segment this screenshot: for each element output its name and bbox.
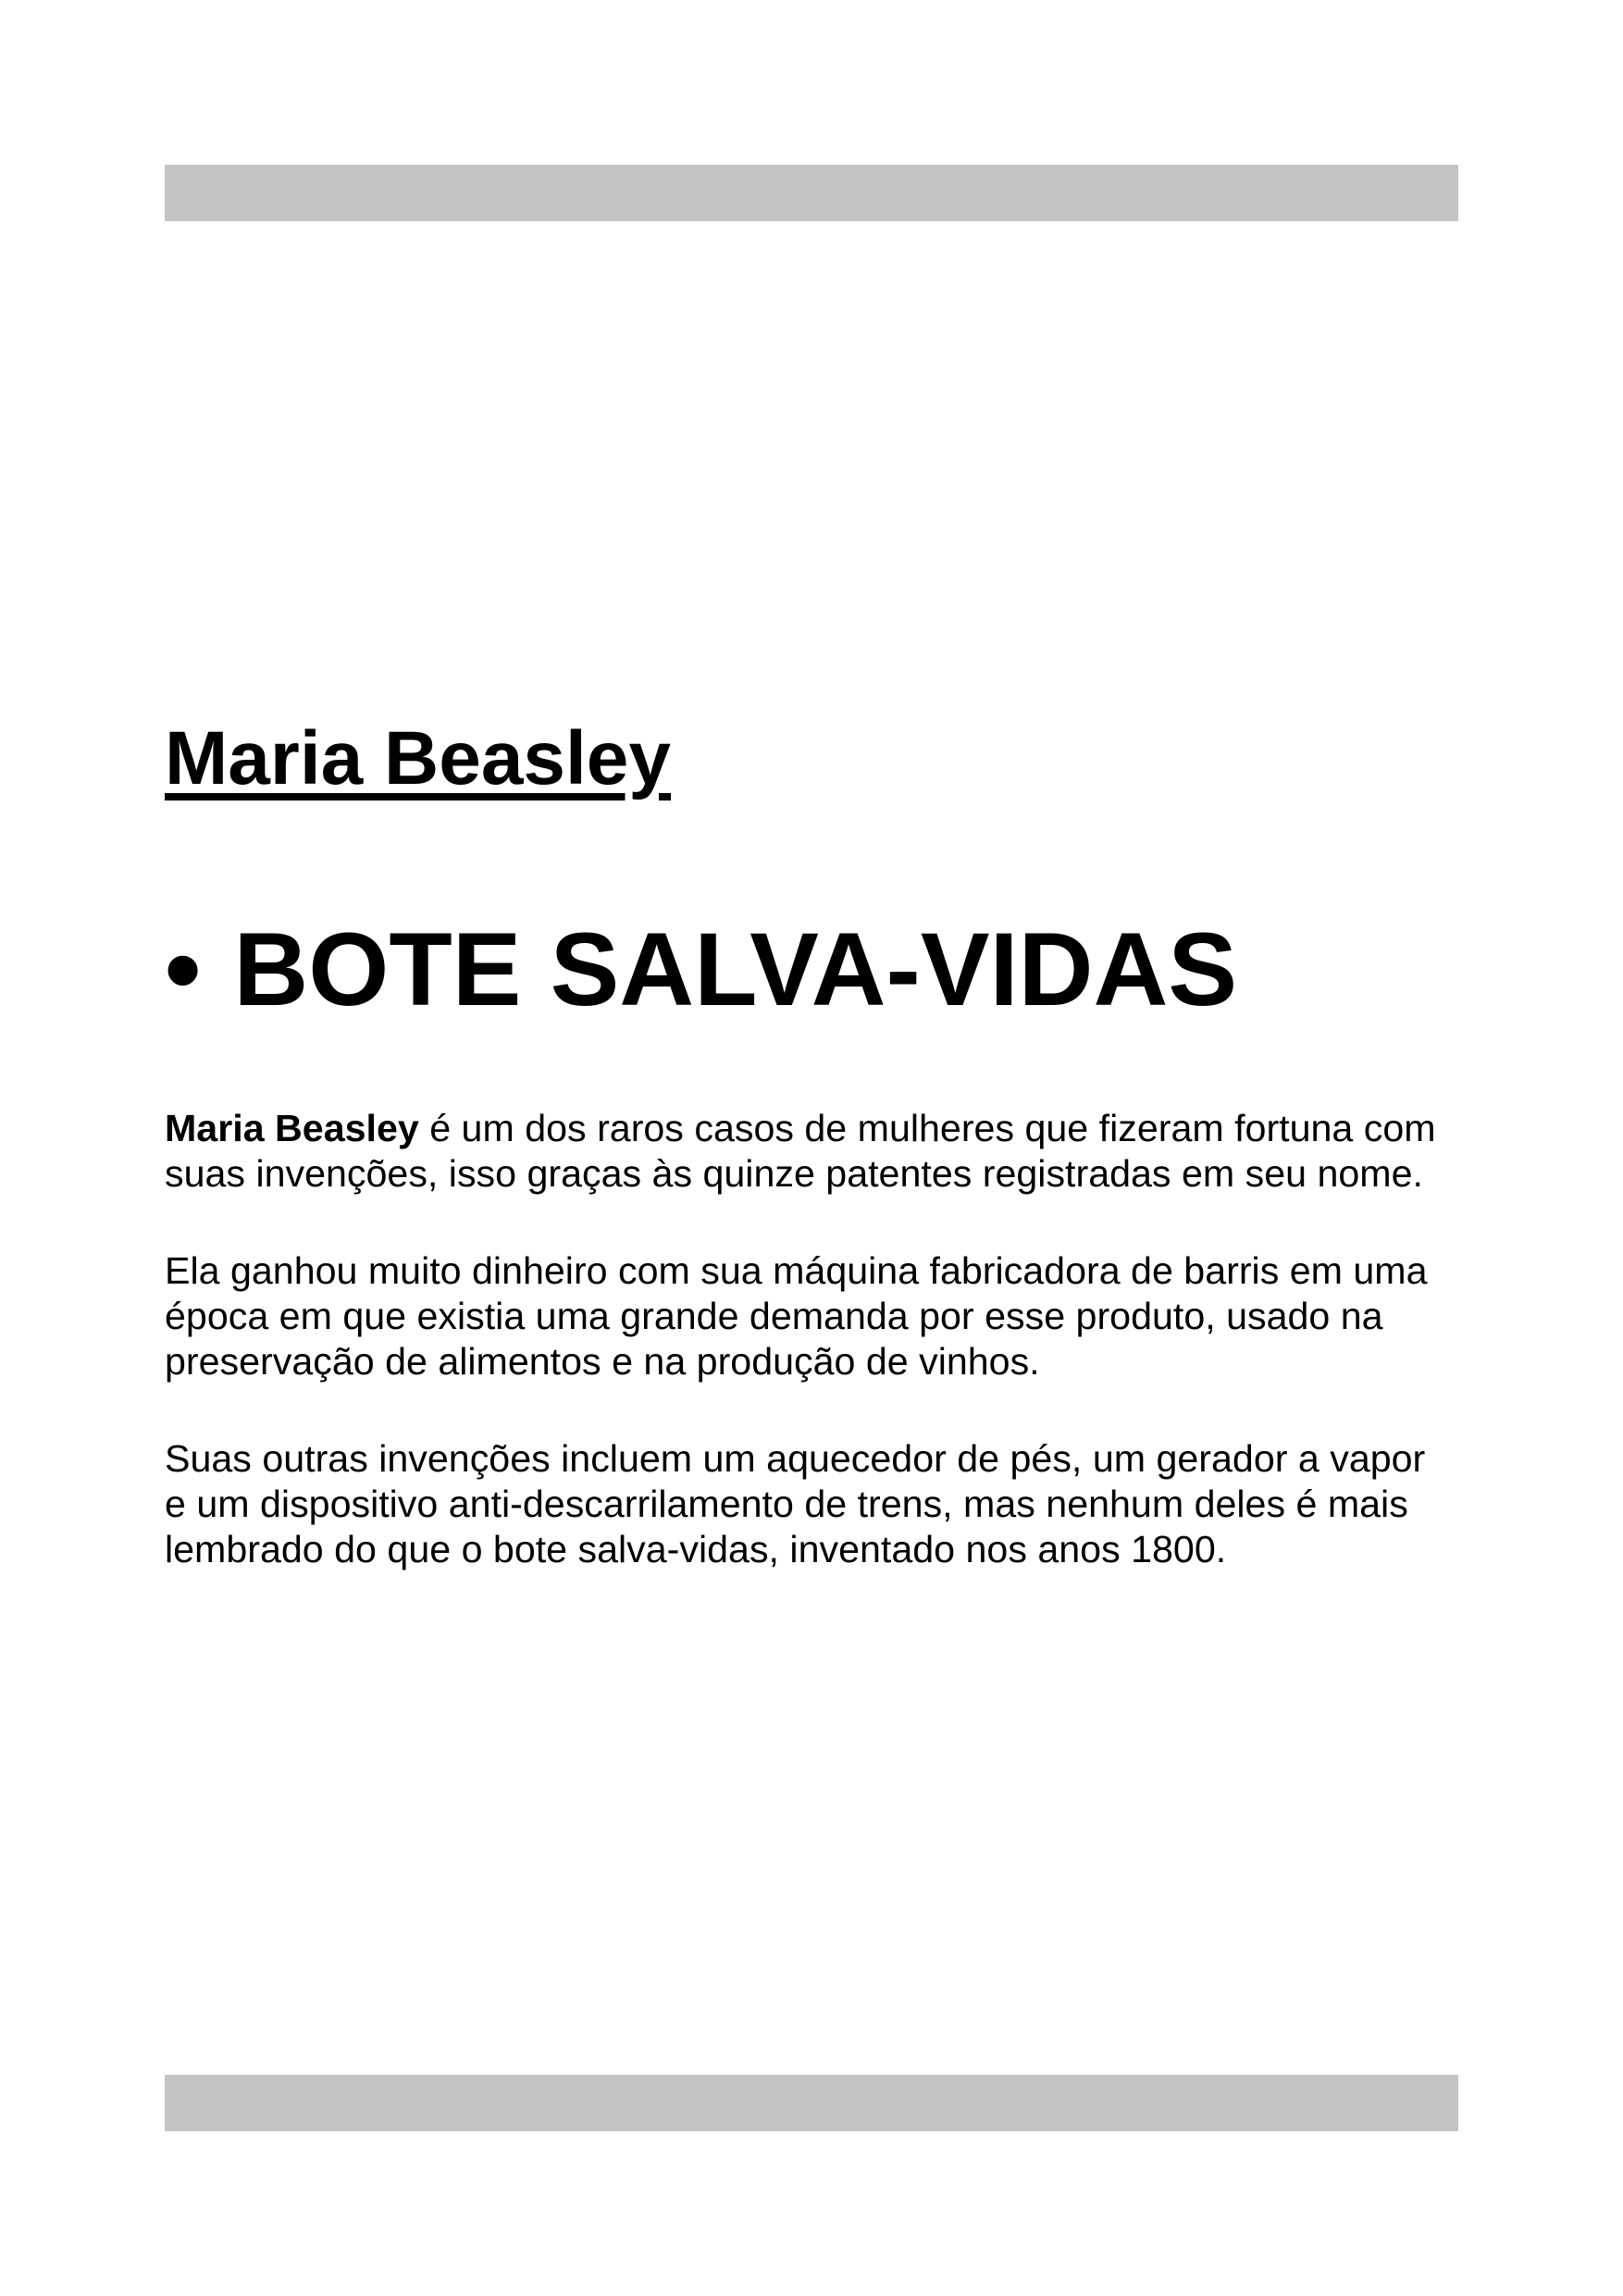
bullet-marker: • [165, 912, 202, 1027]
body-text [165, 1106, 1456, 1624]
paragraph-2-text: Ela ganhou muito dinheiro com sua máquina fabricadora de barris em uma época em que existia uma grande demanda por esse produto, usado na preservação de alimentos e na produção de vinhos. [165, 1249, 1428, 1383]
page-title: Maria Beasley [165, 716, 672, 800]
paragraph-2 [165, 1248, 1456, 1384]
section-title-text: BOTE SALVA-VIDAS [233, 912, 1238, 1027]
paragraph-3 [165, 1436, 1456, 1572]
section-title [165, 912, 1238, 1027]
paragraph-3-text: Suas outras invenções incluem um aquecedor de pés, um gerador a vapor e um dispositivo anti-descarrilamento de trens, mas nenhum deles é mais lembrado do que o bote salva-vidas, inventado nos anos 1800. [165, 1437, 1426, 1570]
paragraph-1-bold-lead: Maria Beasley [165, 1107, 419, 1149]
top-decorative-bar [165, 165, 1458, 221]
bottom-decorative-bar [165, 2075, 1458, 2131]
paragraph-1-text: é um dos raros casos de mulheres que fizeram fortuna com suas invenções, isso graças às quinze patentes registradas em seu nome. [165, 1107, 1436, 1195]
paragraph-1 [165, 1106, 1456, 1197]
